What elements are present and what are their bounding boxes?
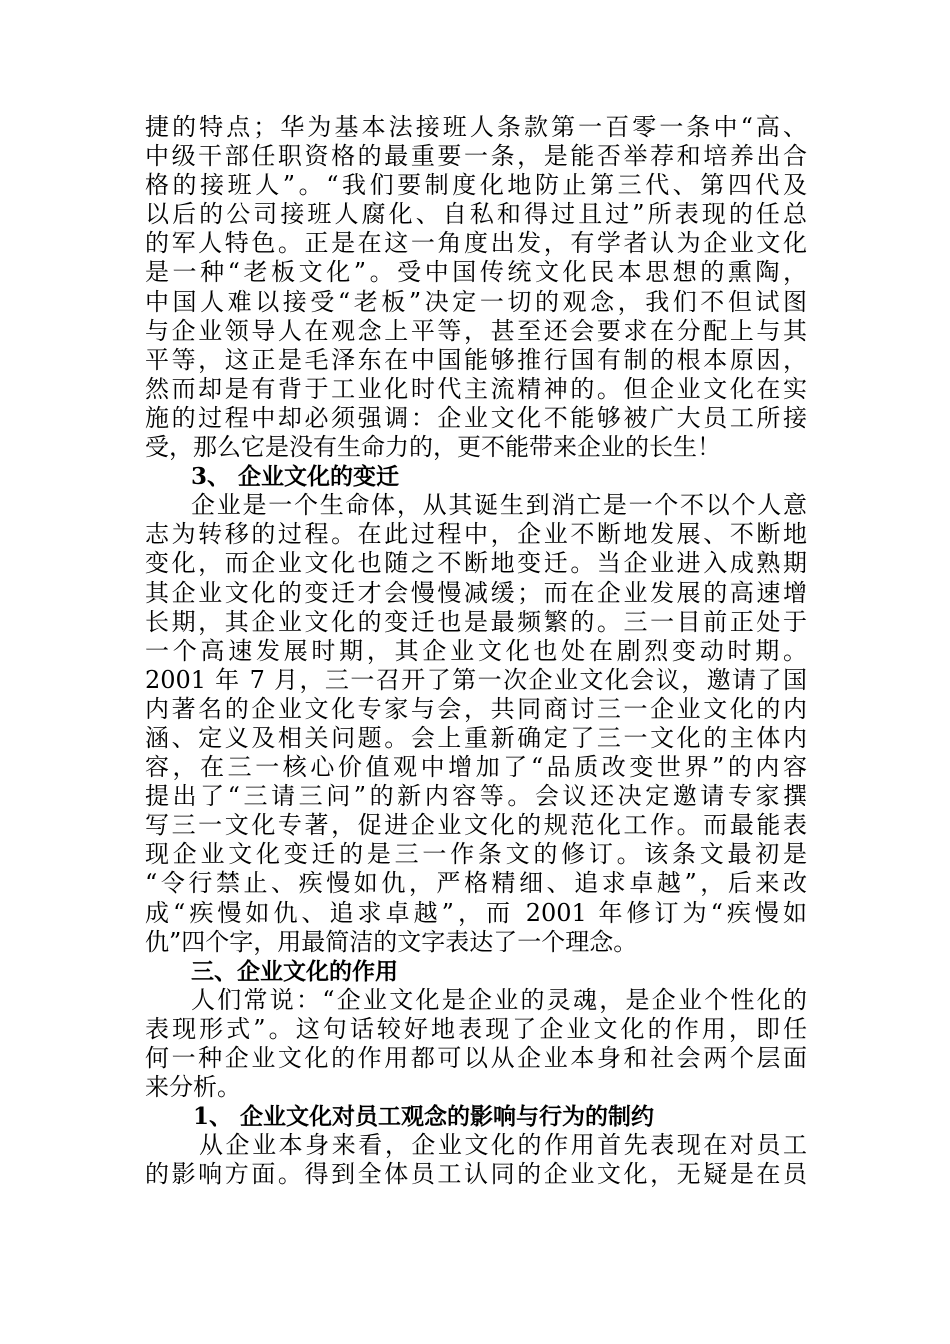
text-line: “令行禁止、疾慢如仇，严格精细、追求卓越”，后来改	[145, 869, 807, 898]
paragraph-3	[145, 986, 807, 1102]
text-line: 的军人特色。正是在这一角度出发，有学者认为企业文化	[145, 229, 807, 258]
text-line: 是一种“老板文化”。受中国传统文化民本思想的熏陶，	[145, 258, 807, 287]
text-line: 平等，这正是毛泽东在中国能够推行国有制的根本原因，	[145, 345, 807, 374]
text-line: 其企业文化的变迁才会慢慢减缓；而在企业发展的高速增	[145, 578, 807, 607]
section-heading-3: 3、 企业文化的变迁	[191, 463, 400, 491]
text-line: 长期，其企业文化的变迁也是最频繁的。三一目前正处于	[145, 607, 807, 636]
paragraph-2	[145, 491, 807, 957]
text-line: 捷的特点；华为基本法接班人条款第一百零一条中“高、	[145, 113, 807, 141]
text-line: 何一种企业文化的作用都可以从企业本身和社会两个层面	[145, 1044, 807, 1072]
text-line: 中级干部任职资格的最重要一条，是能否举荐和培养出合	[145, 142, 807, 171]
text-line: 仇”四个字，用最简洁的文字表达了一个理念。	[145, 927, 638, 956]
text-line: 容，在三一核心价值观中增加了“品质改变世界”的内容	[145, 753, 807, 782]
text-line: 以后的公司接班人腐化、自私和得过且过”所表现的任总	[145, 200, 807, 229]
text-line: 一个高速发展时期，其企业文化也处在剧烈变动时期。	[145, 636, 807, 665]
text-line: 与企业领导人在观念上平等，甚至还会要求在分配上与其	[145, 316, 807, 345]
text-line: 2001 年 7 月，三一召开了第一次企业文化会议，邀请了国	[145, 665, 807, 694]
text-line: 施的过程中却必须强调：企业文化不能够被广大员工所接	[145, 403, 807, 432]
section-heading-1: 1、 企业文化对员工观念的影响与行为的制约	[193, 1103, 655, 1131]
text-line: 志为转移的过程。在此过程中，企业不断地发展、不断地	[145, 520, 807, 549]
text-line: 变化，而企业文化也随之不断地变迁。当企业进入成熟期	[145, 549, 807, 578]
text-line: 从企业本身来看，企业文化的作用首先表现在对员工	[199, 1131, 807, 1160]
paragraph-1	[145, 113, 807, 462]
text-line: 写三一文化专著，促进企业文化的规范化工作。而最能表	[145, 811, 807, 840]
text-line: 人们常说：“企业文化是企业的灵魂，是企业个性化的	[191, 985, 807, 1014]
text-line: 的影响方面。得到全体员工认同的企业文化，无疑是在员	[145, 1160, 807, 1189]
text-line: 内著名的企业文化专家与会，共同商讨三一企业文化的内	[145, 694, 807, 723]
text-line: 涵、定义及相关问题。会上重新确定了三一文化的主体内	[145, 723, 807, 752]
text-line: 成“疾慢如仇、追求卓越”，而 2001 年修订为“疾慢如	[145, 898, 807, 927]
text-line: 受，那么它是没有生命力的，更不能带来企业的长生！	[145, 433, 721, 462]
text-line: 中国人难以接受“老板”决定一切的观念，我们不但试图	[145, 287, 807, 316]
text-line: 企业是一个生命体，从其诞生到消亡是一个不以个人意	[191, 491, 807, 520]
text-line: 提出了“三请三问”的新内容等。会议还决定邀请专家撰	[145, 782, 807, 811]
text-line: 格的接班人”。“我们要制度化地防止第三代、第四代及	[145, 171, 807, 200]
text-line: 现企业文化变迁的是三一作条文的修订。该条文最初是	[145, 840, 807, 869]
text-line: 然而却是有背于工业化时代主流精神的。但企业文化在实	[145, 374, 807, 403]
section-heading-san: 三、企业文化的作用	[191, 957, 398, 985]
text-line: 表现形式”。这句话较好地表现了企业文化的作用，即任	[145, 1014, 807, 1043]
paragraph-4	[145, 1131, 807, 1189]
document-page	[145, 113, 807, 1189]
text-line: 来分析。	[145, 1073, 241, 1102]
